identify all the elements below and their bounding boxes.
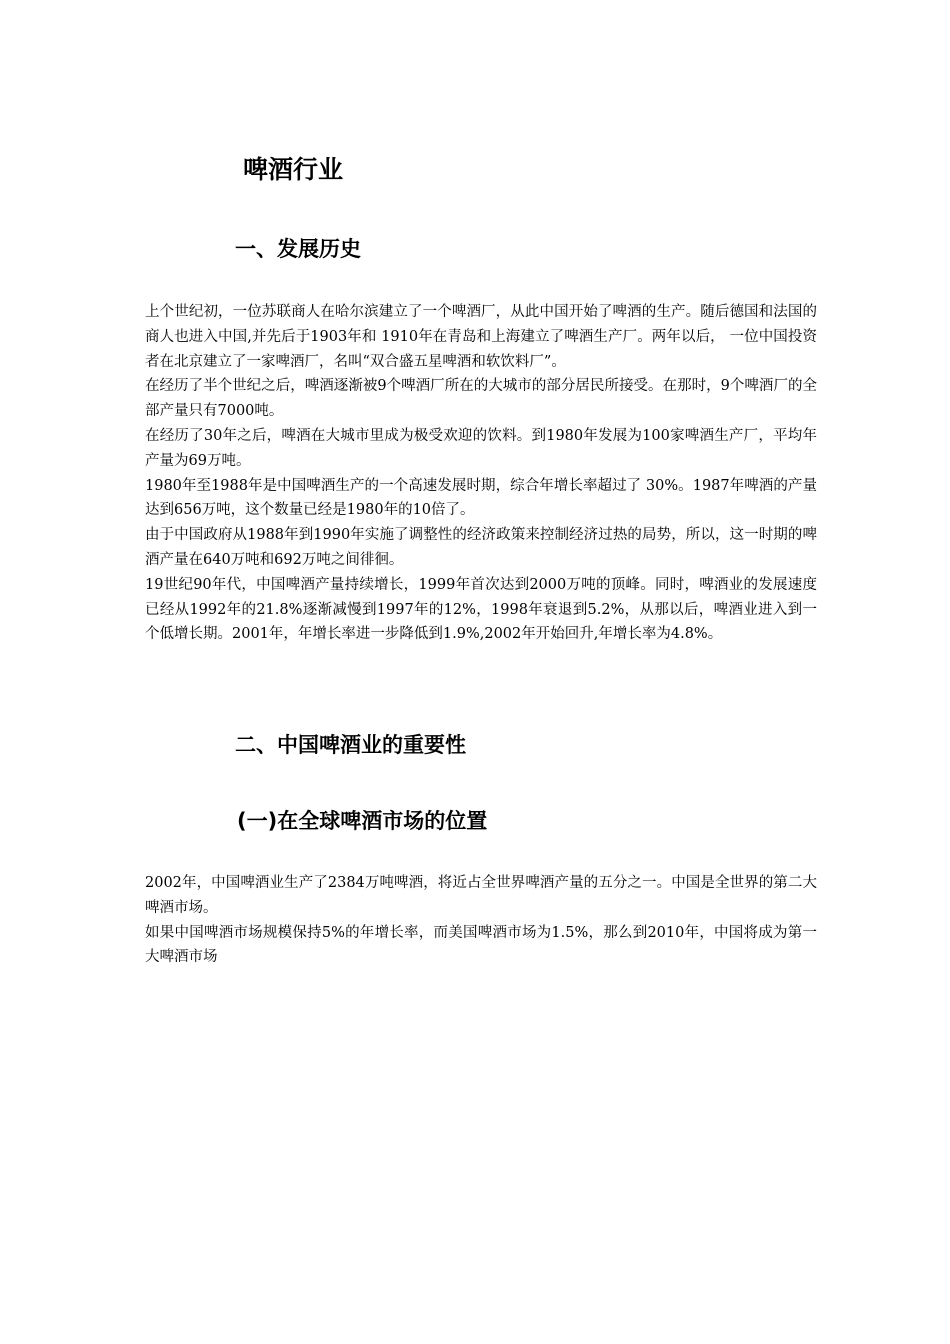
- paragraph: 19世纪90年代，中国啤酒产量持续增长，1999年首次达到2000万吨的顶峰。同时，啤酒业的发展速度已经从1992年的21.8%逐渐减慢到1997年的12%，1998年衰退到5.2%，从那以后，啤酒业进入到一个低增长期。2001年，年增长率进一步降低到1.9%,2002年开始回升,年增长率为4.8%。: [145, 576, 817, 643]
- paragraph: 由于中国政府从1988年到1990年实施了调整性的经济政策来控制经济过热的局势，所以，这一时期的啤酒产量在640万吨和692万吨之间徘徊。: [145, 527, 817, 568]
- document-title: 啤酒行业: [243, 155, 344, 184]
- paragraph: 上个世纪初，一位苏联商人在哈尔滨建立了一个啤酒厂，从此中国开始了啤酒的生产。随后德国和法国的商人也进入中国,并先后于1903年和 1910年在青岛和上海建立了啤酒生产厂。两年以后， 一位中国投资者在北京建立了一家啤酒厂，名叫“双合盛五星啤酒和软饮料厂”。: [145, 304, 817, 370]
- paragraph: 1980年至1988年是中国啤酒生产的一个高速发展时期，综合年增长率超过了 30%。1987年啤酒的产量达到656万吨，这个数量已经是1980年的10倍了。: [145, 477, 817, 519]
- section-heading-importance: 二、中国啤酒业的重要性: [235, 733, 466, 757]
- paragraph: 如果中国啤酒市场规模保持5%的年增长率，而美国啤酒市场为1.5%，那么到2010年，中国将成为第一大啤酒市场: [145, 924, 817, 966]
- paragraph: 2002年，中国啤酒业生产了2384万吨啤酒，将近占全世界啤酒产量的五分之一。中国是全世界的第二大啤酒市场。: [145, 875, 817, 916]
- history-text-block: [145, 300, 817, 647]
- subsection-heading-global-position: (一)在全球啤酒市场的位置: [237, 809, 488, 833]
- section-heading-history: 一、发展历史: [235, 237, 361, 261]
- global-position-text-block: [145, 871, 817, 970]
- paragraph: 在经历了半个世纪之后，啤酒逐渐被9个啤酒厂所在的大城市的部分居民所接受。在那时，9个啤酒厂的全部产量只有7000吨。: [145, 378, 817, 420]
- paragraph: 在经历了30年之后，啤酒在大城市里成为极受欢迎的饮料。到1980年发展为100家啤酒生产厂，平均年产量为69万吨。: [145, 427, 817, 469]
